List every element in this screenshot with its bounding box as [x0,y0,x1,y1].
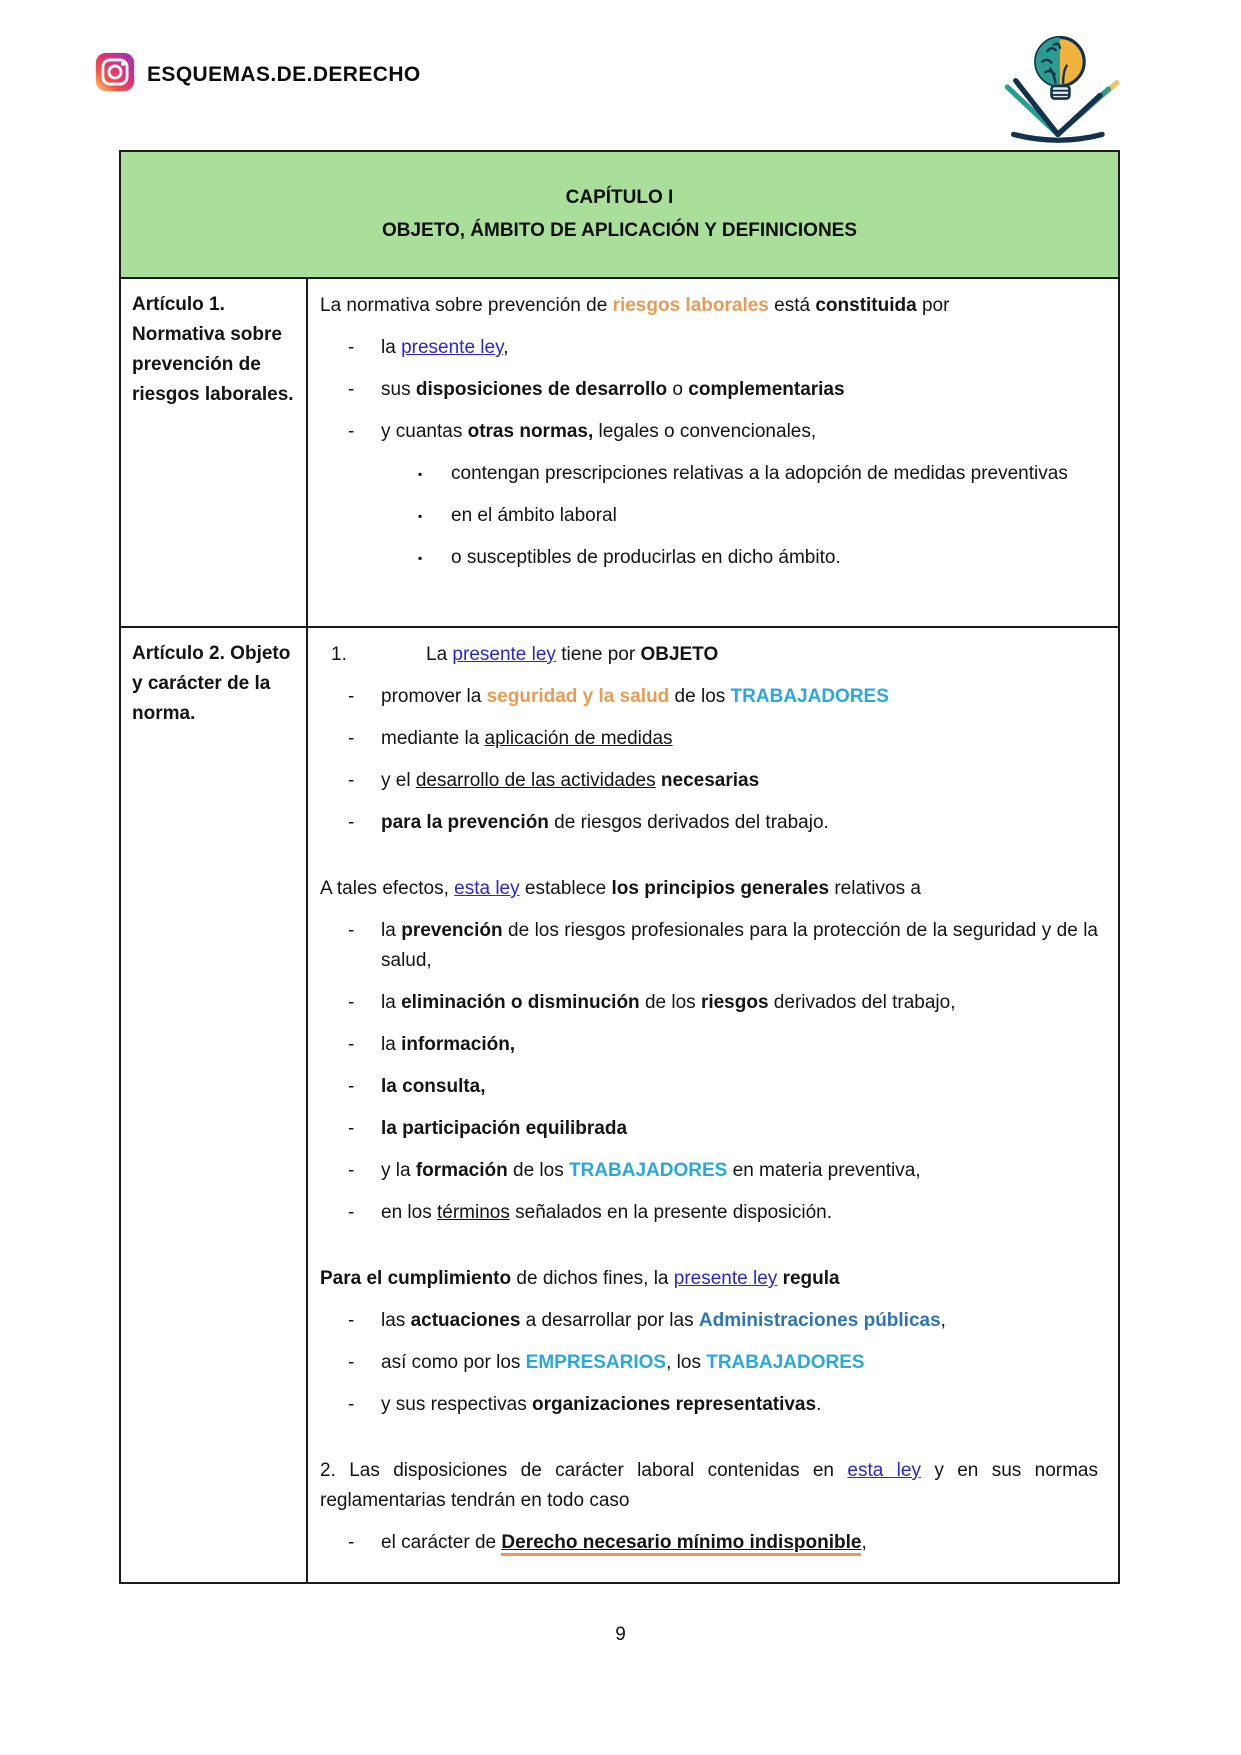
paragraph-spacer [320,850,1098,874]
dash-bullet-marker: - [348,337,355,358]
text-content [451,501,1098,531]
dash-bullet-item [320,1348,1098,1378]
dash-bullet-marker: - [348,1394,355,1415]
text-segment: organizaciones representativas [532,1394,817,1415]
text-segment: . [816,1394,822,1415]
text-content [381,417,1098,447]
book-lightbulb-logo [992,28,1130,146]
text-segment: de riesgos derivados del trabajo. [548,812,829,833]
text-segment: promover la [381,686,487,707]
text-segment: aplicación de medidas [484,728,673,749]
inline-link[interactable]: presente ley [452,644,556,665]
text-segment: el carácter de [381,1532,502,1553]
dash-bullet-marker: - [348,421,355,442]
square-bullet-item [320,543,1098,573]
dash-bullet-marker: - [348,1118,355,1139]
dash-bullet-marker: - [348,1160,355,1181]
text-segment: y el [381,770,416,791]
brand-handle: ESQUEMAS.DE.DERECHO [147,62,421,86]
dash-bullet-item [320,1156,1098,1186]
text-segment: otras normas, [467,421,594,442]
text-segment: y la [381,1160,416,1181]
paragraph-spacer [320,1432,1098,1456]
page-number: 9 [615,1624,626,1645]
article-content-cell [308,628,1118,1582]
text-segment: OBJETO [640,644,719,665]
text-segment: la [381,1034,402,1055]
text-segment: contengan prescripciones relativas a la adopción de medidas preventivas [451,463,1068,484]
dash-bullet-marker: - [348,992,355,1013]
chapter-subtitle: OBJETO, ÁMBITO DE APLICACIÓN Y DEFINICIONES [381,220,858,241]
text-content [451,459,1098,489]
text-segment: por [916,295,950,316]
square-bullet-item [320,459,1098,489]
text-content [381,808,1098,838]
content-paragraph [320,874,1098,904]
text-segment: formación [415,1160,508,1181]
dash-bullet-marker: - [348,686,355,707]
text-segment: derivados del trabajo, [768,992,956,1013]
article-title-cell [121,279,308,626]
content-paragraph [320,291,1098,321]
text-content [451,543,1098,573]
text-content [381,1072,1098,1102]
paragraph-spacer [320,1240,1098,1264]
text-content [426,640,1098,670]
dash-bullet-marker: - [348,379,355,400]
text-content [381,682,1098,712]
square-bullet-marker: ▪ [418,509,423,523]
text-segment: 2. Las disposiciones de carácter laboral contenidas en [320,1460,848,1481]
text-content [381,1030,1098,1060]
text-segment: en el ámbito laboral [451,505,617,526]
text-segment: y en sus normas reglamentarias tendrán en todo caso [320,1460,1098,1511]
instagram-icon [95,52,135,97]
text-segment: la [381,920,402,941]
square-bullet-marker: ▪ [418,551,423,565]
dash-bullet-item [320,333,1098,363]
list-number: 1. [331,644,347,665]
text-segment: , [861,1532,867,1553]
text-segment: Administraciones públicas [698,1310,941,1331]
text-content [381,766,1098,796]
text-segment: o [667,379,689,400]
text-segment: información, [401,1034,516,1055]
text-segment: en los [381,1202,437,1223]
square-bullet-marker: ▪ [418,467,423,481]
text-segment: Derecho necesario mínimo indisponible [501,1532,861,1556]
dash-bullet-marker: - [348,1202,355,1223]
text-segment: prevención [401,920,503,941]
text-segment: y cuantas [381,421,468,442]
text-segment: a desarrollar por las [520,1310,699,1331]
text-segment: de los [669,686,731,707]
text-segment: mediante la [381,728,485,749]
dash-bullet-marker: - [348,1076,355,1097]
schema-table [119,150,1120,1584]
text-content [320,1460,1098,1511]
article-title: Artículo 1. Normativa sobre prevención de riesgos laborales. [132,294,294,405]
text-segment: las [381,1310,411,1331]
text-content [381,1348,1098,1378]
text-content [381,333,1098,363]
text-segment: riesgos [700,992,769,1013]
dash-bullet-item [320,375,1098,405]
text-segment: riesgos laborales [612,295,769,316]
text-content [381,375,1098,405]
text-content [381,1198,1098,1228]
dash-bullet-marker: - [348,812,355,833]
text-segment: la consulta, [381,1076,486,1097]
text-segment: tiene por [555,644,641,665]
dash-bullet-item [320,1528,1098,1558]
text-segment: actuaciones [410,1310,521,1331]
dash-bullet-item [320,766,1098,796]
text-segment: eliminación o disminución [401,992,640,1013]
text-segment: seguridad y la salud [486,686,670,707]
text-segment: la [381,337,402,358]
dash-bullet-marker: - [348,728,355,749]
text-segment: la [381,992,402,1013]
text-segment: A tales efectos, [320,878,455,899]
text-segment: , los [666,1352,707,1373]
dash-bullet-item [320,1030,1098,1060]
text-segment: de dichos fines, la [511,1268,674,1289]
text-segment: TRABAJADORES [706,1352,865,1373]
chapter-title: CAPÍTULO I [565,187,674,208]
dash-bullet-item [320,988,1098,1018]
text-segment: establece [519,878,612,899]
table-row [121,277,1118,626]
text-segment: TRABAJADORES [568,1160,728,1181]
article-content-cell [308,279,1118,626]
text-segment: sus [381,379,416,400]
dash-bullet-marker: - [348,1310,355,1331]
text-segment: la participación equilibrada [381,1118,628,1139]
dash-bullet-item [320,1390,1098,1420]
inline-link[interactable]: esta ley [847,1460,921,1481]
text-content [381,1390,1098,1420]
text-content [320,295,949,316]
text-content [381,1306,1098,1336]
text-segment: necesarias [660,770,760,791]
text-segment: está [768,295,816,316]
text-content [381,1528,1098,1558]
text-content [381,724,1098,754]
text-content [320,878,921,899]
square-bullet-item [320,501,1098,531]
text-segment: desarrollo de las actividades [415,770,656,791]
inline-link[interactable]: presente ley [401,337,504,358]
text-segment: y sus respectivas [381,1394,532,1415]
dash-bullet-item [320,682,1098,712]
dash-bullet-item [320,724,1098,754]
text-segment: señalados en la presente disposición. [509,1202,832,1223]
dash-bullet-marker: - [348,1352,355,1373]
brand-header [95,52,421,97]
text-segment: TRABAJADORES [730,686,889,707]
dash-bullet-item [320,1114,1098,1144]
text-segment: disposiciones de desarrollo [415,379,668,400]
text-segment: así como por los [381,1352,526,1373]
text-segment: los principios generales [611,878,830,899]
text-content [320,1268,840,1289]
text-segment: relativos a [829,878,921,899]
text-segment: complementarias [688,379,845,400]
text-segment: para la prevención [381,812,549,833]
dash-bullet-item [320,1198,1098,1228]
text-segment: regula [782,1268,840,1289]
text-content [381,916,1098,976]
text-segment: , [503,337,509,358]
text-content [381,1114,1098,1144]
dash-bullet-item [320,916,1098,976]
text-segment: constituida [815,295,917,316]
dash-bullet-item [320,808,1098,838]
chapter-banner [121,152,1118,277]
dash-bullet-item [320,417,1098,447]
dash-bullet-marker: - [348,920,355,941]
text-segment: de los riesgos profesionales para la protección de la seguridad y de la salud, [381,920,1098,971]
inline-link[interactable]: presente ley [673,1268,778,1289]
dash-bullet-item [320,1072,1098,1102]
dash-bullet-marker: - [348,1532,355,1553]
content-paragraph [320,1264,1098,1294]
dash-bullet-marker: - [348,770,355,791]
numbered-item [320,640,1098,670]
text-segment: o susceptibles de producirlas en dicho ámbito. [451,547,841,568]
text-segment: , [940,1310,946,1331]
inline-link[interactable]: esta ley [454,878,520,899]
text-segment: La [426,644,453,665]
text-segment: de los [639,992,701,1013]
article-title: Artículo 2. Objeto y carácter de la norma. [132,643,291,724]
content-paragraph [320,1456,1098,1516]
text-segment: en materia preventiva, [727,1160,921,1181]
text-segment: La normativa sobre prevención de [320,295,613,316]
dash-bullet-marker: - [348,1034,355,1055]
text-segment: Para el cumplimiento [320,1268,512,1289]
dash-bullet-item [320,1306,1098,1336]
text-content [381,1156,1098,1186]
text-content [381,988,1098,1018]
table-row [121,626,1118,1582]
article-title-cell [121,628,308,1582]
text-segment: EMPRESARIOS [525,1352,667,1373]
text-segment: legales o convencionales, [593,421,817,442]
table-body [121,277,1118,1582]
text-segment: términos [436,1202,510,1223]
text-segment: de los [507,1160,569,1181]
